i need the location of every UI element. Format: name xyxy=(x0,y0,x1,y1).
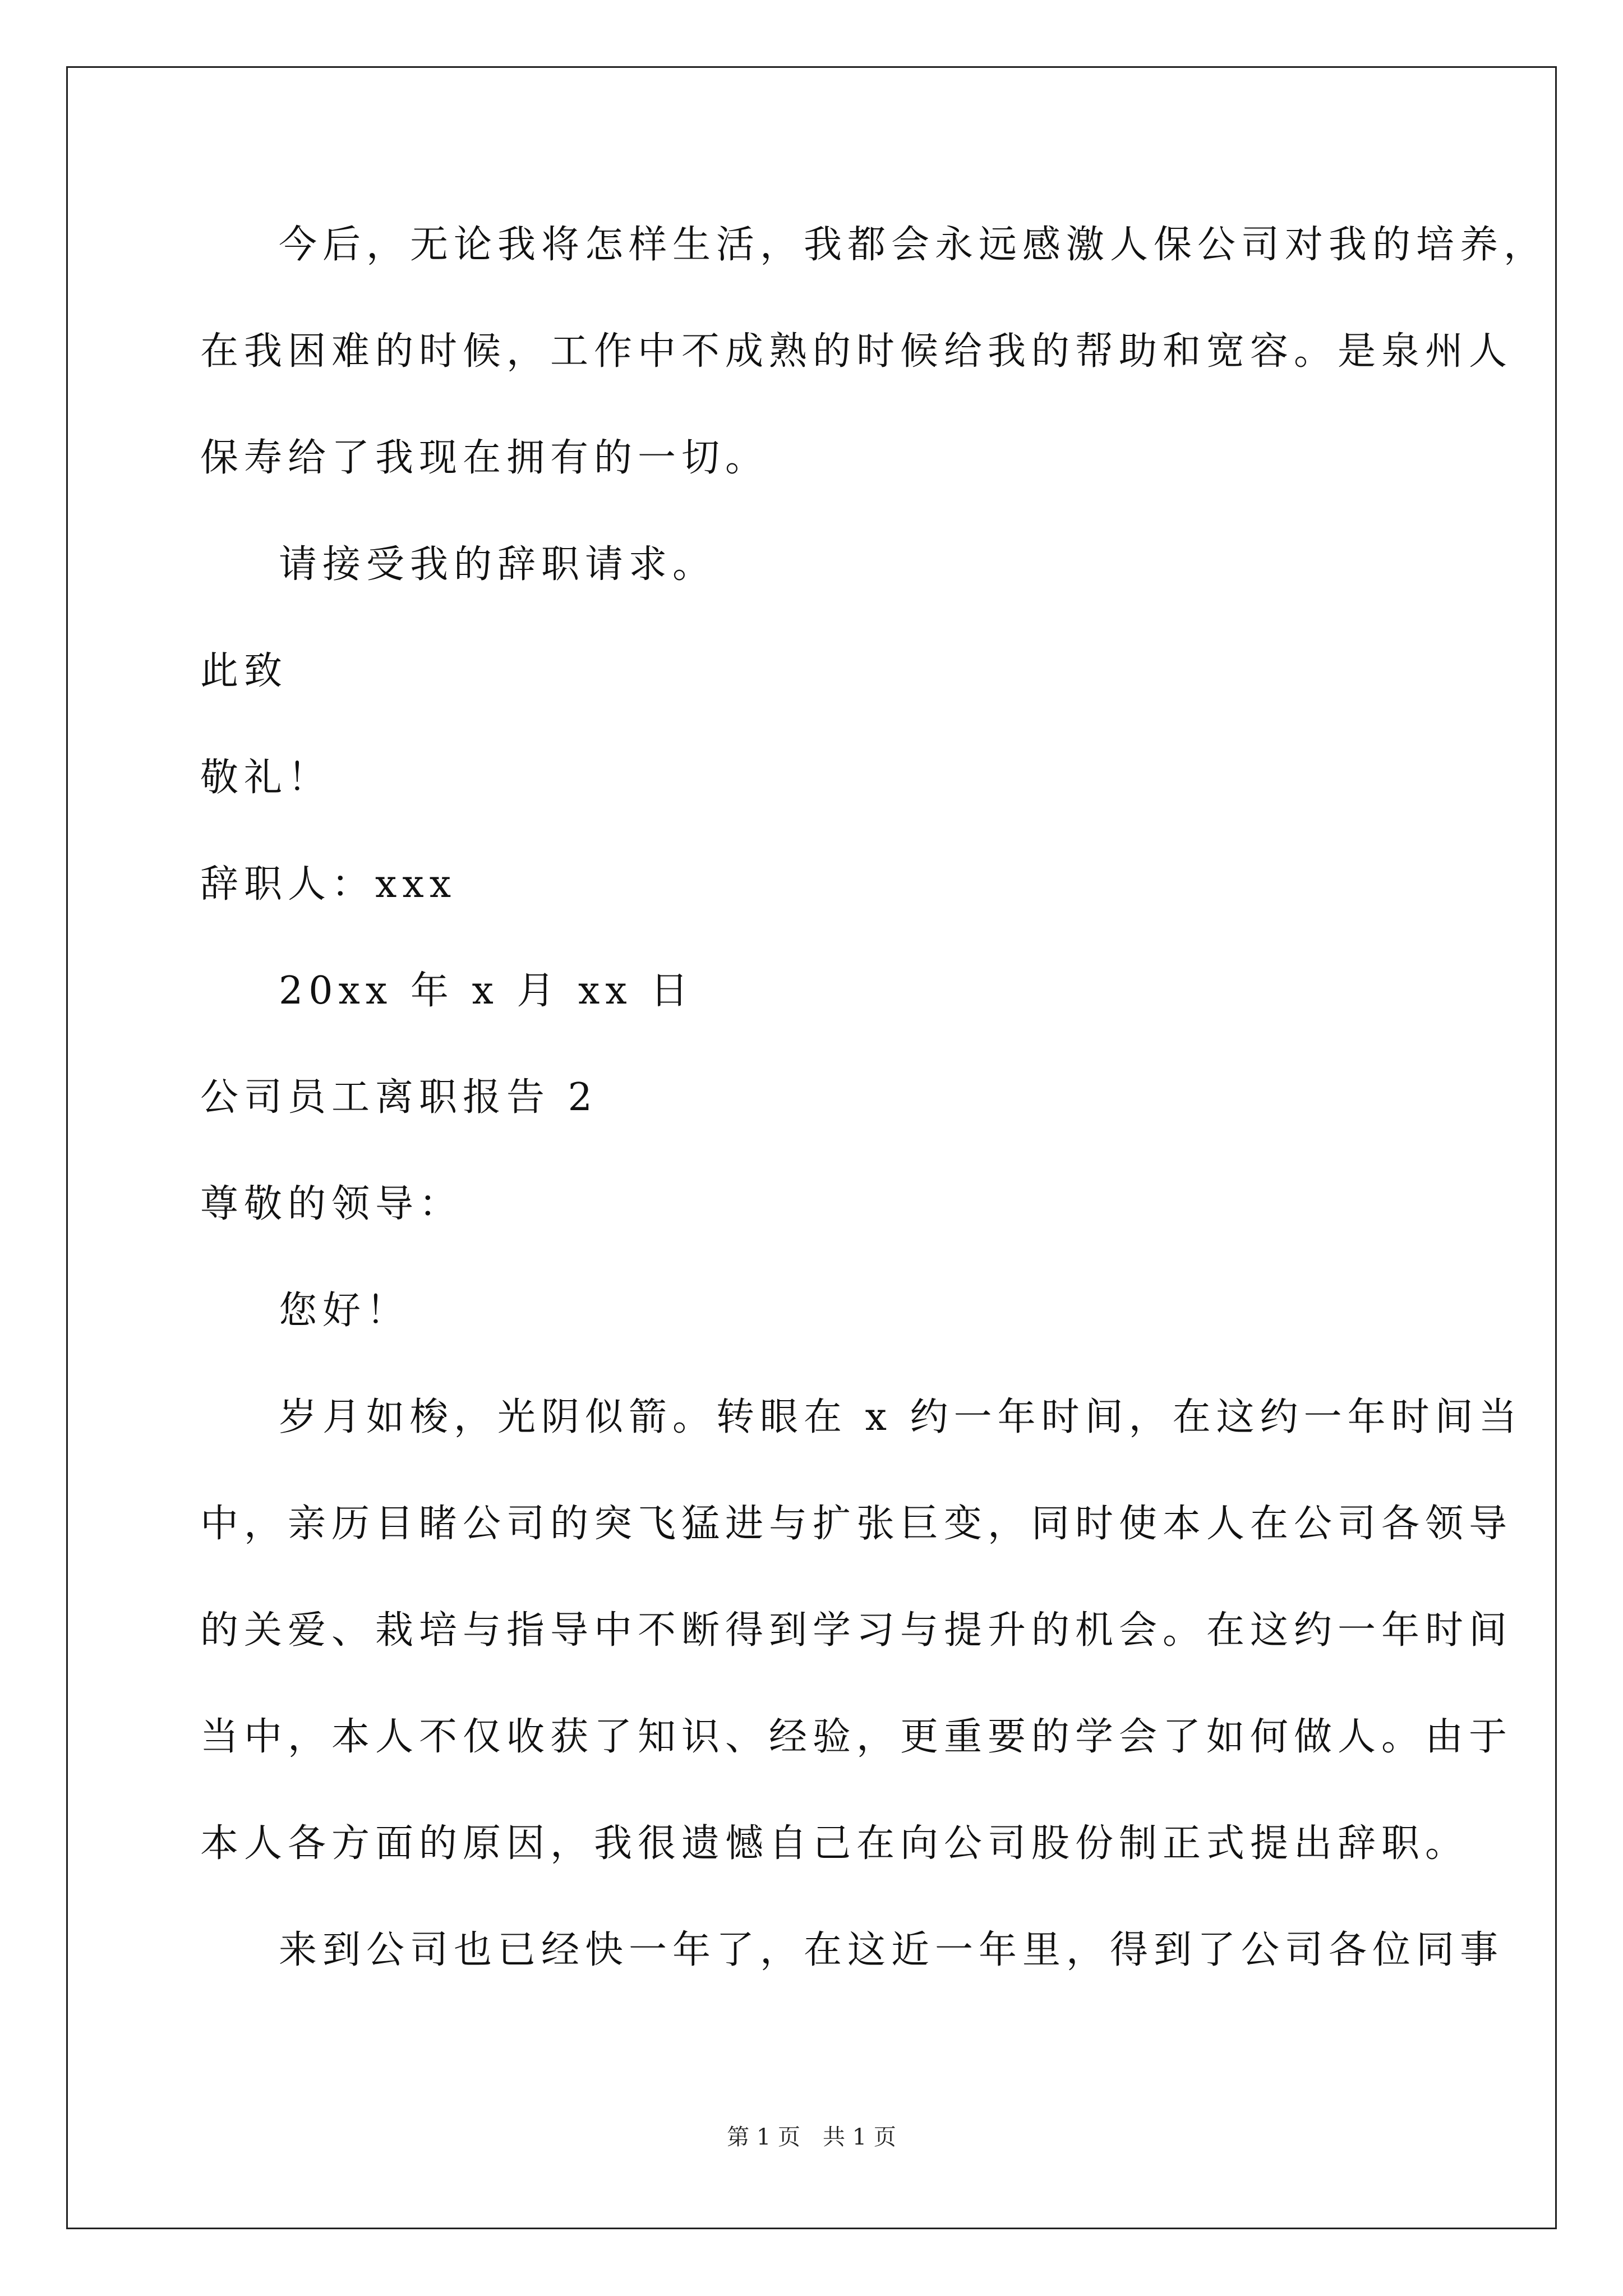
text-line: 保寿给了我现在拥有的一切。 xyxy=(200,436,769,480)
document-body xyxy=(200,192,1548,2004)
text-line: 本人各方面的原因，我很遗憾自己在向公司股份制正式提出辞职。 xyxy=(200,1821,1469,1866)
salutation-respect: 敬礼！ xyxy=(200,756,332,800)
date-line: 20xx 年 x 月 xx 日 xyxy=(279,969,694,1013)
signature-line: 辞职人：xxx xyxy=(200,862,457,907)
greeting-recipient: 尊敬的领导： xyxy=(200,1182,463,1226)
text-line: 来到公司也已经快一年了，在这近一年里，得到了公司各位同事 xyxy=(279,1928,1504,1972)
text-line: 当中，本人不仅收获了知识、经验，更重要的学会了如何做人。由于 xyxy=(200,1715,1513,1759)
section-title: 公司员工离职报告 2 xyxy=(200,1075,598,1120)
text-line: 中，亲历目睹公司的突飞猛进与扩张巨变，同时使本人在公司各领导 xyxy=(200,1502,1513,1546)
text-line: 岁月如梭，光阴似箭。转眼在 x 约一年时间，在这约一年时间当 xyxy=(279,1395,1523,1439)
text-line: 的关爱、栽培与指导中不断得到学习与提升的机会。在这约一年时间 xyxy=(200,1608,1513,1653)
text-line: 今后，无论我将怎样生活，我都会永远感激人保公司对我的培养， xyxy=(279,223,1548,267)
page-footer: 第 1 页 共 1 页 xyxy=(727,2124,896,2150)
text-line: 在我困难的时候，工作中不成熟的时候给我的帮助和宽容。是泉州人 xyxy=(200,329,1513,374)
salutation-closing: 此致 xyxy=(200,649,288,693)
greeting: 您好！ xyxy=(279,1289,411,1333)
text-line: 请接受我的辞职请求。 xyxy=(279,542,717,587)
